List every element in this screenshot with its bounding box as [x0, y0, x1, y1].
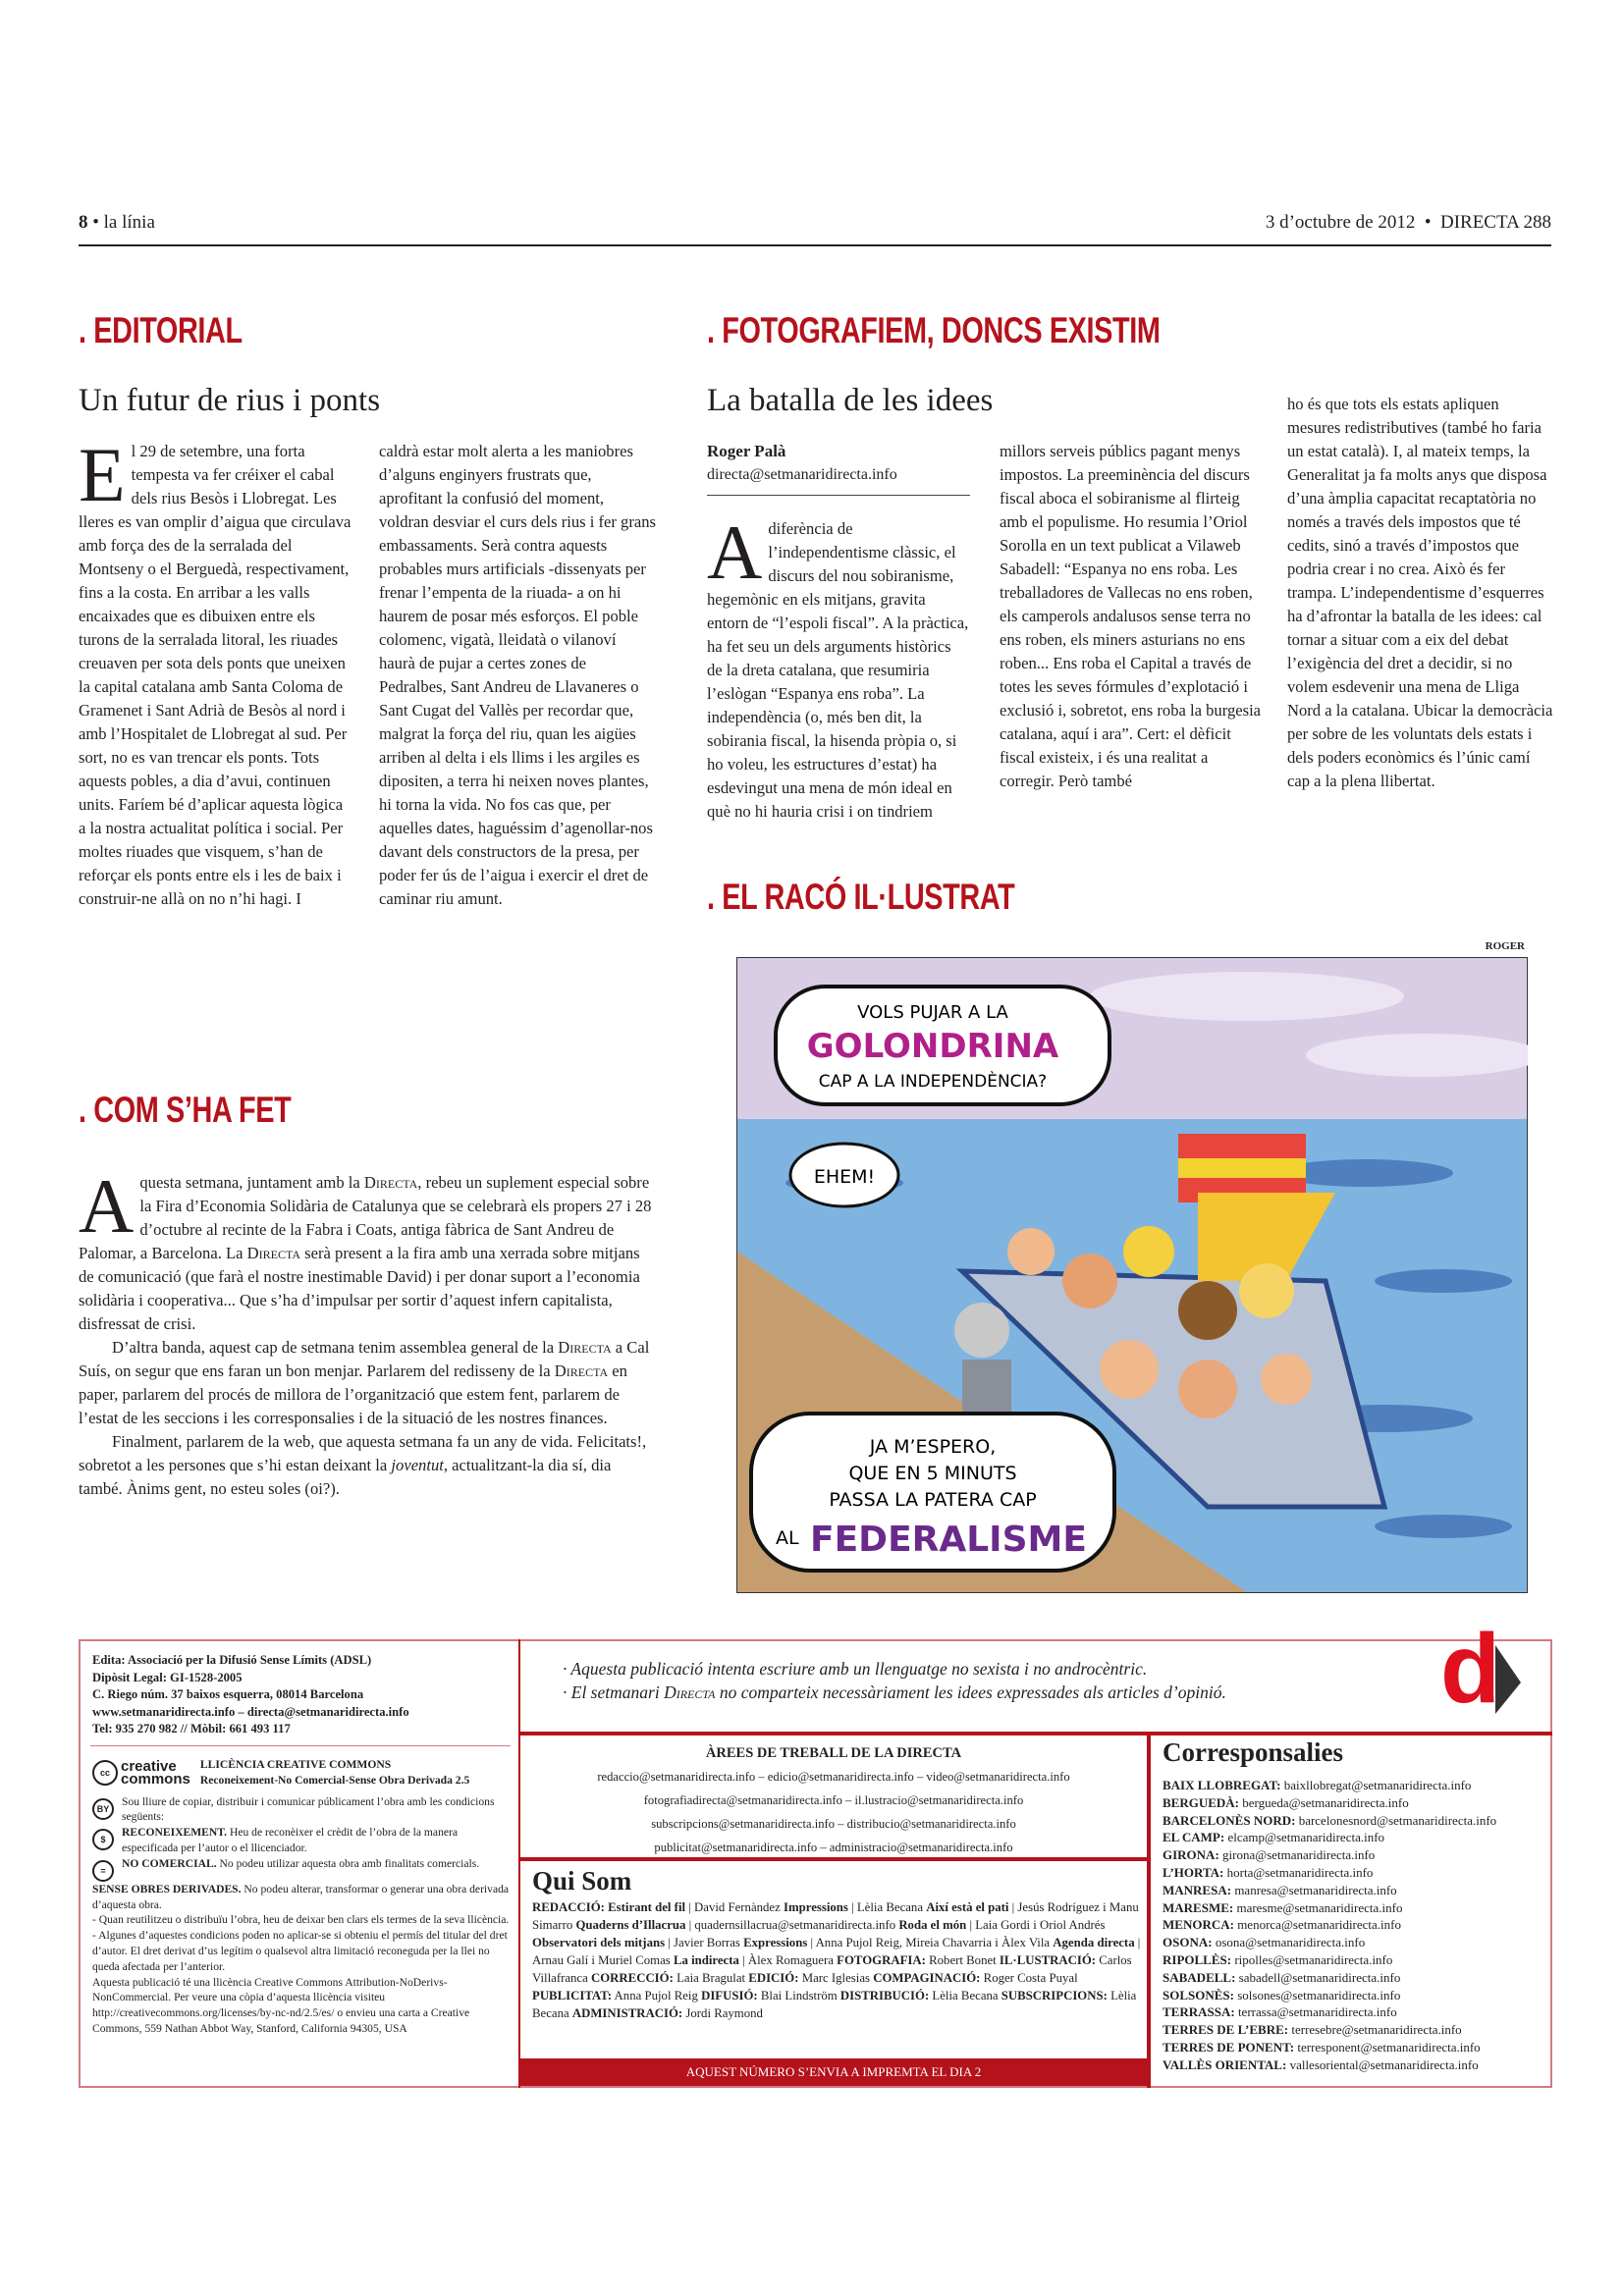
logo-text: creative [121, 1757, 177, 1775]
region-name: SABADELL: [1163, 1969, 1236, 1985]
region-email[interactable]: solsones@setmanaridirecta.info [1237, 1987, 1401, 2002]
bubble-text-ehem: EHEM! [813, 1166, 876, 1188]
fotografiem-headline: La batalla de les idees [707, 383, 994, 418]
running-header-left [79, 212, 155, 234]
section-name: la línia [103, 212, 155, 233]
region-name: TERRES DE PONENT: [1163, 2039, 1295, 2055]
text: en paper, parlarem del procés de millora de l’organització que estem fent, parlarem de l’estat de les seccions i les corresponsalies i de la situació de les nostres finances. [79, 1362, 627, 1427]
license-note: - Quan reutilitzeu o distribuïu l’obra, heu de deixar ben clars els termes de la seva llicència. [92, 1913, 510, 1927]
fotografiem-text-1: diferència de l’independentisme clàssic, el discurs del nou sobiranisme, hegemònic en els mitjans, gravita entorn de “l’espoli fiscal”. A la pràctica, ha fet seu un dels arguments històrics de la dreta catalana, que resumiria l’eslògan “Espanya ens roba”. La independència (o, més ben dit, la sobirania fiscal, la hisenda pròpia o, si ho voleu, les estructures d’estat) ha esdevingut una mena de món ideal en què no hi hauria crisi i on tindriem [707, 519, 969, 821]
publisher-line: C. Riego núm. 37 baixos esquerra, 08014 Barcelona [92, 1687, 364, 1702]
license-label: RECONEIXEMENT. [122, 1826, 228, 1840]
work-area-emails[interactable]: publicitat@setmanaridirecta.info – administracio@setmanaridirecta.info [654, 1841, 1013, 1854]
qui-som-title: Qui Som [532, 1866, 632, 1896]
text: , rebeu un suplement especial sobre la Fira d’Economia Solidària de Catalunya que se celebrarà els propers 27 i 28 d’octubre al recinte de la Fabra i Coats, antiga fàbrica de Sant Andreu de Palomar, a Barcelona. La [79, 1173, 652, 1262]
region-name: RIPOLLÈS: [1163, 1951, 1232, 1967]
staff-role: IL·LUSTRACIÓ: [999, 1953, 1097, 1967]
bubble-text: PASSA LA PATERA CAP [829, 1489, 1037, 1511]
staff-name: Anna Pujol Reig [612, 1989, 702, 2002]
license-note: - Algunes d’aquestes condicions poden no aplicar-se si obteniu el permís del titular del dret d’autor. El dret derivat d’us legítim o qualsevol altra limitació reconeguda per la llei no queda afectada per l’anterior. [92, 1929, 508, 1973]
staff-name: | David Fernàndez [685, 1900, 784, 1914]
header-separator: • [92, 212, 99, 233]
header-rule [79, 244, 1551, 246]
publisher-line: Tel: 935 270 982 // Mòbil: 661 493 117 [92, 1722, 291, 1736]
region-email[interactable]: barcelonesnord@setmanaridirecta.info [1298, 1812, 1497, 1828]
fotografiem-column-1 [707, 440, 970, 824]
region-name: MENORCA: [1163, 1917, 1234, 1933]
com-sha-fet-body [79, 1163, 656, 1501]
region-email[interactable]: manresa@setmanaridirecta.info [1234, 1882, 1397, 1897]
fotografiem-column-2 [1000, 440, 1263, 793]
staff-name: | Àlex Romaguera [738, 1953, 838, 1967]
staff-role: FOTOGRAFIA: [837, 1953, 926, 1967]
region-email[interactable]: terrassa@setmanaridirecta.info [1237, 2004, 1397, 2020]
corresponsalia-item [1163, 1812, 1545, 1830]
license-subtitle: Reconeixement-No Comercial-Sense Obra Derivada 2.5 [199, 1773, 470, 1787]
staff-role: PUBLICITAT: [532, 1989, 613, 2002]
text: , actualitzant-la dia sí, dia també. Ànims gent, no esteu soles (oi?). [79, 1456, 612, 1498]
region-email[interactable]: terresebre@setmanaridirecta.info [1291, 2022, 1462, 2038]
region-name: BAIX LLOBREGAT: [1163, 1778, 1281, 1792]
region-email[interactable]: bergueda@setmanaridirecta.info [1242, 1794, 1409, 1810]
license-label: SENSE OBRES DERIVADES. [92, 1882, 242, 1896]
staff-role: ADMINISTRACIÓ: [571, 2006, 683, 2020]
corresponsalia-item [1163, 2021, 1545, 2039]
staff-role: Roda el món [898, 1918, 967, 1932]
directa-name: Directa [558, 1338, 612, 1357]
staff-name: Jordi Raymond [682, 2006, 763, 2020]
staff-name: | Laia Gordi i Oriol Andrés [966, 1918, 1106, 1932]
staff-name: Robert Bonet [925, 1953, 1000, 1967]
issue-date: 3 d’octubre de 2012 [1265, 212, 1416, 233]
text: Finalment, parlarem de la web, que aquesta setmana fa un any de vida. Felicitats!, sobretot a les persones que s’hi estan deixant la [79, 1432, 647, 1474]
corresponsalia-item [1163, 1829, 1545, 1846]
region-email[interactable]: horta@setmanaridirecta.info [1226, 1864, 1374, 1880]
drop-cap: E [79, 432, 126, 517]
directa-name: Directa [554, 1362, 609, 1380]
staff-name: Roger Costa Puyal [980, 1971, 1078, 1985]
logo-letter: d [1440, 1614, 1501, 1724]
corresponsalies [1163, 1734, 1545, 2074]
corresponsalia-item [1163, 1916, 1545, 1934]
staff-name: | quadernsillacrua@setmanaridirecta.info [685, 1918, 899, 1932]
staff-role: Quaderns d’Illacrua [575, 1918, 686, 1932]
notice-line: no comparteix necessàriament les idees expressades als articles d’opinió. [715, 1682, 1226, 1702]
license-note: Aquesta publicació té una llicència Creative Commons Attribution-NoDerivs- NonCommercial. Per veure una còpia d’aquesta llicència visiteu http://creativecommons.org/licenses/by-nc-nd/2.5/es/ o envieu una carta a Creative Commons, 559 Nathan Abbot Way, Stanford, California 94305, USA [92, 1975, 470, 2035]
fotografiem-text-2: millors serveis públics pagant menys impostos. La preeminència del discurs fiscal aboca el sobiranisme al flirteig amb el populisme. Ho resumia l’Oriol Sorolla en un text publicat a Vilaweb Sabadell: “Espanya no ens roba. Les treballadores de Vallecas no ens roben, els camperols andalusos sense terra no ens roben, els miners asturians no ens roben... Ens roba el Capital a través de totes les seves fórmules d’explotació i exclusió i, sobretot, ens roba la burgesia catalana, aquí i ara”. Cert: el dèficit fiscal existeix, i és una realitat a corregir. Però també [1000, 442, 1262, 790]
publisher-info [92, 1652, 510, 1738]
editorial-text-2: caldrà estar molt alerta a les maniobres d’alguns enginyers frustrats que, aprofitant la confusió del moment, voldran desviar el curs dels rius i fer grans embassaments. Serà contra aquests probables murs artificials -dissenyats per frenar l’empenta de la riuada- a on hi haurem de posar més esforços. El poble colomenc, vigatà, lleidatà o vilanoví haurà de pujar a certes zones de Pedralbes, Sant Andreu de Llavaneres o Sant Cugat del Vallès per recordar que, malgrat la força del riu, quan les aigües arriben al delta i els llims i les argiles es dipositen, a terra hi neixen noves plantes, hi torna la vida. No fos cas que, per aquelles dates, haguéssim d’agenollar-nos davant dels constructors de la presa, per poder fer ús de l’aigua i exercir el dret de caminar riu amunt. [379, 442, 657, 908]
drop-cap: A [707, 509, 763, 595]
bubble-text: JA M’ESPERO, [869, 1436, 997, 1458]
staff-name: Lèlia Becana [929, 1989, 1001, 2002]
region-name: L’HORTA: [1163, 1864, 1224, 1880]
staff-name: Carlos Villafranca [532, 1953, 1132, 1985]
corresponsalia-item [1163, 1846, 1545, 1864]
corresponsalia-item [1163, 1969, 1545, 1987]
fotografiem-text-3: ho és que tots els estats apliquen mesures redistributives (també ho faria un estat català). I, al mateix temps, la Generalitat ja fa molts anys que disposa d’una àmplia capacitat recaptatòria no només a través dels impostos que té cedits, sinó a través d’impostos que podria crear i no crea. Això és fer trampa. L’independentisme d’esquerres ha d’afrontar la batalla de les idees: cal tornar a situar com a eix del debat l’exigència del dret a decidir, si no volem esdevenir una mena de Lliga Nord a la catalana. Ubicar la democràcia per sobre de les voluntats dels estats i dels poders econòmics és l’únic camí cap a la plena llibertat. [1287, 395, 1553, 790]
header-dot: • [1424, 212, 1432, 233]
region-name: SOLSONÈS: [1163, 1987, 1234, 2002]
staff-name: | Arnau Galí i Muriel Comas [532, 1936, 1141, 1967]
region-name: MARESME: [1163, 1899, 1234, 1915]
corresponsalia-item [1163, 1951, 1545, 1969]
author-name: Roger Palà [707, 442, 786, 460]
license-text: Sou lliure de copiar, distribuir i comunicar públicament l’obra amb les condicions següents: [122, 1794, 495, 1824]
region-name: VALLÈS ORIENTAL: [1163, 2056, 1287, 2072]
section-title-fotografiem: . FOTOGRAFIEM, DONCS EXISTIM [707, 310, 1161, 350]
staff-name: | Javier Borras [665, 1936, 744, 1949]
cartoon-credit: ROGER [1485, 940, 1525, 952]
editorial-column-1 [79, 432, 353, 911]
region-name: TERRES DE L’EBRE: [1163, 2022, 1289, 2038]
staff-name: Blai Lindström [757, 1989, 840, 2002]
staff-role: Així està el pati [926, 1900, 1009, 1914]
region-email[interactable]: elcamp@setmanaridirecta.info [1227, 1830, 1385, 1845]
corresponsalia-item [1163, 1934, 1545, 1951]
staff-credits [532, 1898, 1141, 2022]
bubble-text: CAP A LA INDEPENDÈNCIA? [818, 1072, 1048, 1092]
region-name: EL CAMP: [1163, 1830, 1225, 1845]
directa-logo [1438, 1614, 1527, 1724]
work-area-emails[interactable]: subscripcions@setmanaridirecta.info – distribucio@setmanaridirecta.info [651, 1817, 1016, 1831]
license-label: NO COMERCIAL. [122, 1856, 217, 1870]
text: D’altra banda, aquest cap de setmana tenim assemblea general de la [112, 1338, 559, 1357]
work-area-emails[interactable]: redaccio@setmanaridirecta.info – edicio@setmanaridirecta.info – video@setmanaridirecta.info [597, 1770, 1070, 1784]
work-area-emails[interactable]: fotografiadirecta@setmanaridirecta.info – il.lustracio@setmanaridirecta.info [643, 1793, 1024, 1807]
creative-commons-logo [92, 1757, 190, 1788]
print-notice-band [520, 2058, 1147, 2086]
divider [90, 1745, 511, 1746]
region-name: OSONA: [1163, 1935, 1213, 1950]
publisher-line: Edita: Associació per la Difusió Sense Límits (ADSL) [92, 1653, 372, 1667]
publisher-line[interactable]: www.setmanaridirecta.info – directa@setmanaridirecta.info [92, 1704, 409, 1719]
region-email[interactable]: osona@setmanaridirecta.info [1215, 1935, 1366, 1950]
print-notice: AQUEST NÚMERO S’ENVIA A IMPREMTA EL DIA 2 [685, 2064, 982, 2079]
corresponsalia-item [1163, 1899, 1545, 1917]
speech-bubble-golondrina [776, 987, 1109, 1104]
directa-name: Directa [363, 1173, 418, 1192]
by-icon: BY [92, 1798, 114, 1820]
staff-name: Laia Bragulat [673, 1971, 749, 1985]
cloud [1090, 972, 1404, 1021]
drop-cap: A [79, 1163, 135, 1249]
staff-role: REDACCIÓ: Estirant del fil [532, 1900, 686, 1914]
staff-role: Impressions [784, 1900, 848, 1914]
license-text: Heu de reconèixer el crèdit de l’obra de la manera especificada per l’autor o el llicenciador. [122, 1826, 459, 1854]
staff-role: Agenda directa [1053, 1936, 1135, 1949]
corresponsalia-item [1163, 1987, 1545, 2004]
speech-bubble-federalisme [751, 1414, 1114, 1571]
region-email[interactable]: baixllobregat@setmanaridirecta.info [1283, 1778, 1472, 1792]
text: a Cal Suís, on segur que ens faran un bon menjar. Parlarem del redisseny de la [79, 1338, 650, 1380]
bubble-text-federalisme: FEDERALISME [810, 1520, 1087, 1560]
region-name: TERRASSA: [1163, 2004, 1235, 2020]
region-email[interactable]: menorca@setmanaridirecta.info [1237, 1917, 1401, 1933]
section-title-raco-illustrat: . EL RACÓ IL·LUSTRAT [707, 877, 1015, 917]
directa-name: Directa [664, 1682, 716, 1702]
work-areas-title: ÀREES DE TREBALL DE LA DIRECTA [705, 1745, 962, 1761]
notice-line: · El setmanari [563, 1682, 665, 1702]
staff-name: | Jesús Rodríguez i Manu Simarro [532, 1900, 1139, 1932]
region-email[interactable]: ripolles@setmanaridirecta.info [1234, 1951, 1393, 1967]
corresponsalia-item [1163, 2003, 1545, 2021]
license-text: No podeu alterar, transformar o generar una obra derivada d’aquesta obra. [92, 1882, 510, 1911]
corresponsalies-list [1163, 1777, 1545, 2074]
speech-bubble-ehem [790, 1144, 898, 1206]
noderivs-icon: = [92, 1860, 114, 1882]
qui-som [532, 1863, 1141, 2022]
staff-name: | Lèlia Becana [847, 1900, 927, 1914]
bubble-text: AL [776, 1527, 799, 1549]
region-name: MANRESA: [1163, 1882, 1232, 1897]
editorial-column-2 [379, 440, 656, 911]
page-number: 8 [79, 212, 88, 233]
cartoon-illustration [736, 957, 1528, 1593]
staff-role: COMPAGINACIÓ: [873, 1971, 981, 1985]
editorial-headline: Un futur de rius i ponts [79, 383, 381, 418]
bubble-text-golondrina: GOLONDRINA [806, 1027, 1059, 1066]
staff-role: DISTRIBUCIÓ: [839, 1989, 930, 2002]
staff-name: | Anna Pujol Reig, Mireia Chavarria i Àlex Vila [807, 1936, 1054, 1949]
corresponsalies-title: Corresponsalies [1163, 1737, 1344, 1767]
region-email[interactable]: girona@setmanaridirecta.info [1222, 1847, 1376, 1863]
staff-role: SUBSCRIPCIONS: [1001, 1989, 1108, 2002]
logo-text: commons [121, 1770, 190, 1788]
running-header-right [1266, 212, 1551, 234]
region-email[interactable]: terresponent@setmanaridirecta.info [1297, 2039, 1481, 2055]
section-title-editorial: . EDITORIAL [79, 310, 243, 350]
corresponsalia-item [1163, 1794, 1545, 1812]
region-name: BERGUEDÀ: [1163, 1794, 1240, 1810]
region-name: BARCELONÈS NORD: [1163, 1812, 1296, 1828]
staff-name: Lèlia Becana [532, 1989, 1137, 2020]
region-email[interactable]: sabadell@setmanaridirecta.info [1238, 1969, 1401, 1985]
work-areas [520, 1741, 1147, 1859]
staff-name: Marc Iglesias [798, 1971, 874, 1985]
issue-number: DIRECTA 288 [1439, 212, 1551, 233]
text: serà present a la fira amb una xerrada sobre mitjans de comunicació (que farà el nostre inestimable David) i per donar suport a l’economia solidària i cooperativa... Que s’ha d’impulsar per sortir d’aquest infern capitalista, disfressat de crisi. [79, 1244, 640, 1333]
corresponsalia-item [1163, 2039, 1545, 2056]
staff-role: CORRECCIÓ: [590, 1971, 674, 1985]
staff-role: La indirecta [673, 1953, 739, 1967]
section-title-com-sha-fet: . COM S’HA FET [79, 1090, 292, 1130]
region-name: GIRONA: [1163, 1847, 1219, 1863]
divider [1147, 1732, 1151, 2088]
text-italic: joventut [391, 1456, 444, 1474]
editorial-text-1: l 29 de setembre, una forta tempesta va fer créixer el cabal dels rius Besòs i Llobregat. Les lleres es van omplir d’aigua que circulava amb força des de la serralada del Montseny o el Berguedà, respectivament, fins a la costa. En arribar a les valls encaixades que es dibuixen entre els turons de la serralada litoral, les riuades creuaven per sota dels ponts que uneixen la capital catalana amb Santa Coloma de Gramenet i Sant Adrià de Besòs al nord i amb l’Hospitalet de Llobregat al sud. Per sort, no es van trencar els ponts. Tots aquests pobles, a dia d’avui, continuen units. Faríem bé d’aplicar aquesta lògica a la nostra actualitat política i social. Per moltes riuades que visquem, s’han de reforçar els ponts entre els i les de baix i construir-ne allà on no n’hi hagi. I [79, 442, 352, 908]
editorial-notice [563, 1657, 1226, 1704]
license-title: LLICÈNCIA CREATIVE COMMONS [199, 1758, 392, 1771]
noncommercial-icon: $ [92, 1829, 114, 1850]
staff-role: Expressions [743, 1936, 808, 1949]
region-email[interactable]: vallesoriental@setmanaridirecta.info [1289, 2056, 1479, 2072]
staff-role: EDICIÓ: [748, 1971, 799, 1985]
staff-role: Observatori dels mitjans [532, 1936, 666, 1949]
region-email[interactable]: maresme@setmanaridirecta.info [1236, 1899, 1403, 1915]
notice-line: · Aquesta publicació intenta escriure amb un llenguatge no sexista i no androcèntric. [563, 1659, 1148, 1679]
cc-icon: cc [92, 1760, 118, 1786]
bubble-text: VOLS PUJAR A LA [857, 1002, 1008, 1023]
text: questa setmana, juntament amb la [139, 1173, 364, 1192]
license-text: No podeu utilizar aquesta obra amb finalitats comercials. [216, 1856, 480, 1870]
corresponsalia-item [1163, 1864, 1545, 1882]
publisher-line: Dipòsit Legal: GI-1528-2005 [92, 1670, 243, 1684]
staff-role: DIFUSIÓ: [701, 1989, 758, 2002]
fotografiem-column-3 [1287, 393, 1554, 793]
corresponsalia-item [1163, 1777, 1545, 1794]
author-email[interactable]: directa@setmanaridirecta.info [707, 463, 970, 496]
corresponsalia-item [1163, 1882, 1545, 1899]
license-block [92, 1757, 511, 2037]
bubble-text: QUE EN 5 MINUTS [848, 1463, 1017, 1484]
directa-name: Directa [246, 1244, 301, 1262]
corresponsalia-item [1163, 2056, 1545, 2074]
divider [518, 1639, 520, 2088]
